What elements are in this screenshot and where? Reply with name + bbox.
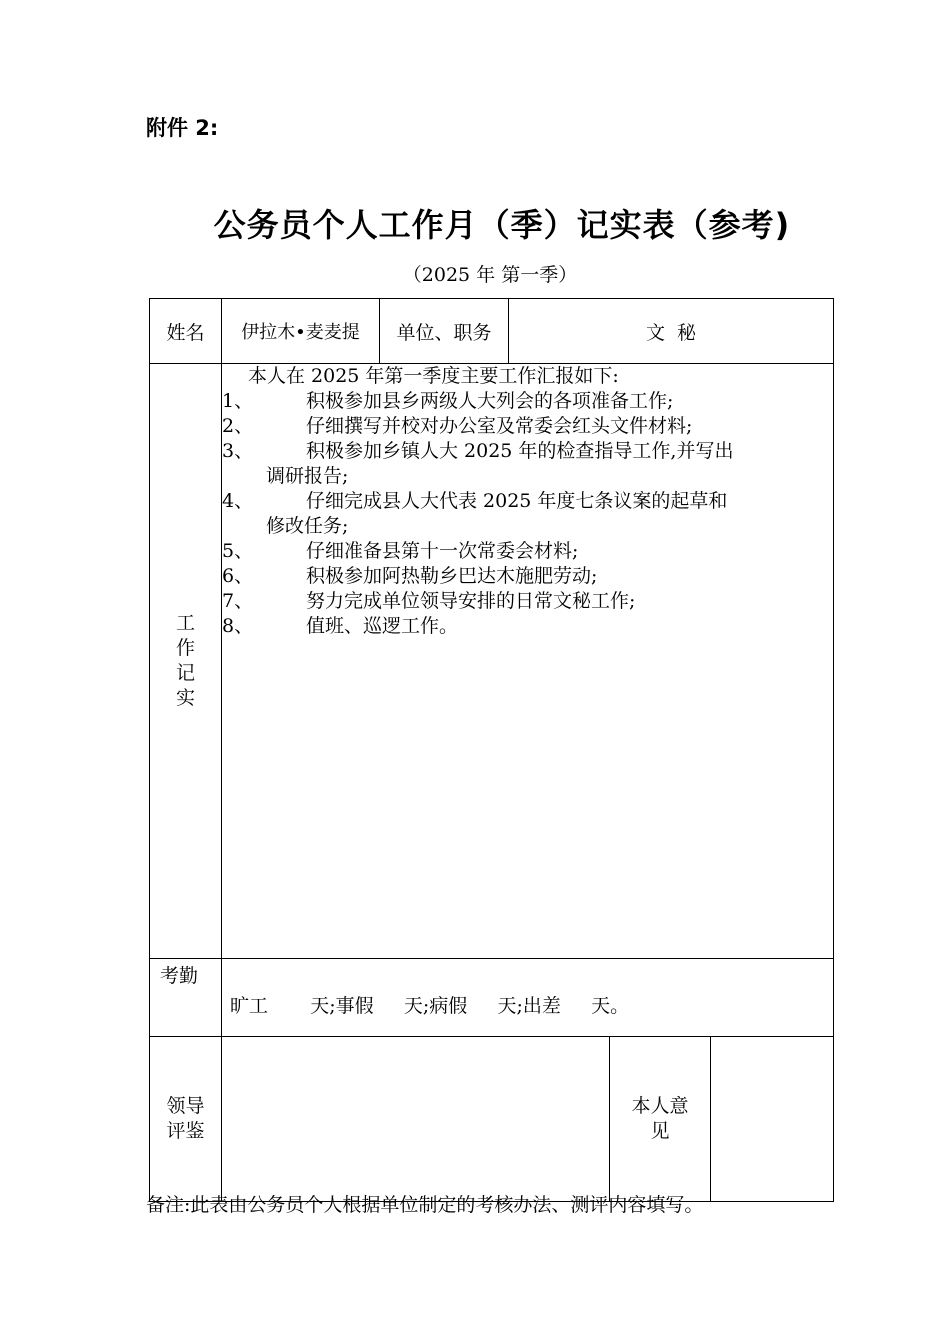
work-item-text: 积极参加县乡两级人大列会的各项准备工作; bbox=[306, 390, 674, 412]
work-item-text: 仔细完成县人大代表 2025 年度七条议案的起草和 bbox=[306, 490, 728, 512]
record-form-table bbox=[149, 298, 834, 1202]
attachment-label: 附件 2: bbox=[146, 116, 219, 140]
work-item-continuation: 修改任务; bbox=[266, 515, 349, 537]
work-item bbox=[222, 439, 833, 489]
document-title: 公务员个人工作月（季）记实表（参考) bbox=[213, 206, 791, 244]
work-item-continuation: 调研报告; bbox=[266, 465, 349, 487]
work-item-number: 8、 bbox=[222, 615, 254, 637]
header-row bbox=[150, 299, 834, 364]
attendance-row bbox=[150, 959, 834, 1037]
work-item-number: 4、 bbox=[222, 490, 254, 512]
work-item-number: 1、 bbox=[222, 390, 254, 412]
work-item bbox=[222, 564, 833, 589]
work-item-text: 值班、巡逻工作。 bbox=[306, 615, 459, 637]
work-item bbox=[222, 489, 833, 539]
document-subtitle: （2025 年 第一季） bbox=[402, 264, 578, 286]
work-label-char: 记 bbox=[175, 662, 195, 684]
work-label-char: 作 bbox=[175, 637, 195, 659]
name-label: 姓名 bbox=[150, 299, 222, 364]
work-item bbox=[222, 414, 833, 439]
self-opinion-content[interactable] bbox=[711, 1037, 834, 1202]
work-item-text-wrap bbox=[266, 439, 833, 489]
work-item-text: 努力完成单位领导安排的日常文秘工作; bbox=[306, 590, 636, 612]
work-item bbox=[222, 539, 833, 564]
work-record-label bbox=[150, 364, 222, 959]
work-item bbox=[222, 389, 833, 414]
review-row bbox=[150, 1037, 834, 1202]
work-label-char: 实 bbox=[175, 687, 195, 709]
work-item bbox=[222, 614, 833, 639]
work-item-number: 2、 bbox=[222, 415, 254, 437]
work-item bbox=[222, 589, 833, 614]
work-item-text: 积极参加阿热勒乡巴达木施肥劳动; bbox=[306, 565, 598, 587]
work-item-text-wrap bbox=[266, 489, 833, 539]
leader-review-label-line: 评鉴 bbox=[166, 1120, 205, 1142]
work-record-content bbox=[222, 364, 834, 959]
work-item-text: 仔细准备县第十一次常委会材料; bbox=[306, 540, 579, 562]
footnote: 备注:此表由公务员个人根据单位制定的考核办法、测评内容填写。 bbox=[146, 1194, 704, 1216]
work-item-text: 积极参加乡镇人大 2025 年的检查指导工作,并写出 bbox=[306, 440, 734, 462]
work-item-number: 7、 bbox=[222, 590, 254, 612]
self-opinion-label: 本人意见 bbox=[610, 1037, 711, 1202]
attendance-label: 考勤 bbox=[150, 959, 222, 1037]
work-list bbox=[222, 389, 833, 639]
work-item-number: 5、 bbox=[222, 540, 254, 562]
work-record-row bbox=[150, 364, 834, 959]
work-item-text: 仔细撰写并校对办公室及常委会红头文件材料; bbox=[306, 415, 693, 437]
leader-review-content[interactable] bbox=[222, 1037, 610, 1202]
work-label-char: 工 bbox=[175, 612, 195, 634]
work-intro: 本人在 2025 年第一季度主要工作汇报如下: bbox=[248, 365, 619, 387]
unit-value: 文 秘 bbox=[509, 299, 834, 364]
attendance-content: 旷工 天;事假 天;病假 天;出差 天。 bbox=[222, 959, 834, 1037]
work-item-number: 6、 bbox=[222, 565, 254, 587]
leader-review-label-line: 领导 bbox=[166, 1095, 205, 1117]
name-value: 伊拉木•麦麦提 bbox=[222, 299, 380, 364]
unit-label: 单位、职务 bbox=[380, 299, 509, 364]
work-item-number: 3、 bbox=[222, 440, 254, 462]
leader-review-label bbox=[150, 1037, 222, 1202]
